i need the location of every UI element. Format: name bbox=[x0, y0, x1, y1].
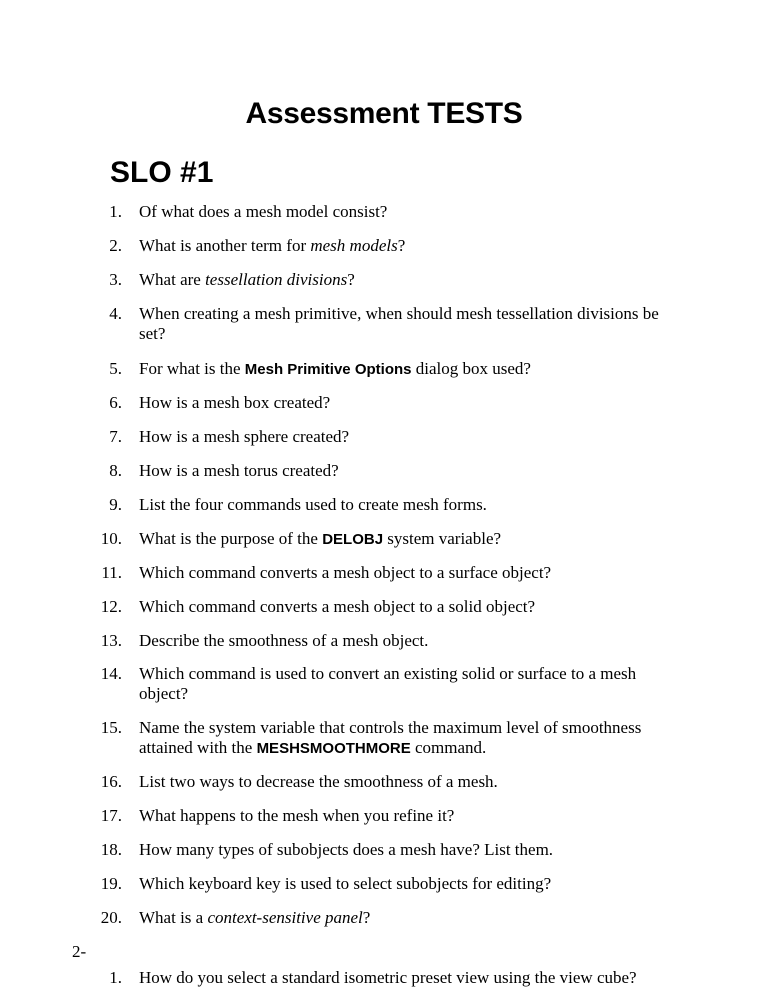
question-text bbox=[139, 968, 679, 988]
question-number: 13. bbox=[100, 631, 122, 650]
question-text bbox=[139, 427, 679, 447]
question-number: 20. bbox=[100, 908, 122, 927]
question-text bbox=[139, 236, 679, 256]
question-text bbox=[139, 202, 679, 222]
question-text-part: Name the system variable that controls the maximum level of smoothness attained with the bbox=[139, 718, 642, 757]
question-number: 16. bbox=[100, 772, 122, 791]
question-text-part: Which command converts a mesh object to a surface object? bbox=[139, 563, 552, 582]
question-text bbox=[139, 840, 679, 860]
question-text-part: What is the purpose of the bbox=[139, 529, 323, 548]
question-number: 14. bbox=[100, 664, 122, 683]
question-text-part: How is a mesh torus created? bbox=[139, 461, 339, 480]
italic-term: context-sensitive panel bbox=[207, 908, 363, 927]
question-text-part: How do you select a standard isometric preset view using the view cube? bbox=[139, 968, 637, 987]
question-text-part: command. bbox=[410, 738, 487, 757]
question-text-part: What is a bbox=[139, 908, 208, 927]
question-number: 17. bbox=[100, 806, 122, 825]
command-name: MESHSMOOTHMORE bbox=[256, 740, 411, 757]
question-text-part: ? bbox=[347, 270, 355, 289]
command-name: DELOBJ bbox=[322, 531, 384, 548]
question-text bbox=[139, 874, 679, 894]
question-text-part: When creating a mesh primitive, when should mesh tessellation divisions be set? bbox=[139, 304, 659, 343]
section-heading-slo1: SLO #1 bbox=[110, 156, 214, 189]
question-text-part: dialog box used? bbox=[411, 359, 531, 378]
italic-term: tessellation divisions bbox=[205, 270, 348, 289]
question-number: 7. bbox=[109, 427, 122, 446]
question-text-part: Which command converts a mesh object to a solid object? bbox=[139, 597, 536, 616]
question-text bbox=[139, 495, 679, 515]
page-title: Assessment TESTS bbox=[245, 97, 523, 130]
question-text-part: How is a mesh sphere created? bbox=[139, 427, 350, 446]
question-text-part: Of what does a mesh model consist? bbox=[139, 202, 388, 221]
question-number: 1. bbox=[109, 202, 122, 221]
question-text-part: What are bbox=[139, 270, 206, 289]
question-text bbox=[139, 597, 679, 617]
question-text bbox=[139, 270, 679, 290]
question-number: 6. bbox=[109, 393, 122, 412]
question-number: 9. bbox=[109, 495, 122, 514]
question-text-part: How is a mesh box created? bbox=[139, 393, 331, 412]
question-text-part: Describe the smoothness of a mesh object. bbox=[139, 631, 429, 650]
question-text-part: For what is the bbox=[139, 359, 245, 378]
question-text bbox=[139, 359, 679, 380]
question-text bbox=[139, 563, 679, 583]
question-number: 3. bbox=[109, 270, 122, 289]
question-text bbox=[139, 772, 679, 792]
question-text-part: What is another term for bbox=[139, 236, 311, 255]
question-text bbox=[139, 529, 679, 550]
question-text-part: Which keyboard key is used to select subobjects for editing? bbox=[139, 874, 552, 893]
question-number: 2. bbox=[109, 236, 122, 255]
question-text-part: ? bbox=[362, 908, 371, 927]
italic-term: mesh models bbox=[310, 236, 398, 255]
question-number: 1. bbox=[109, 968, 122, 987]
question-text bbox=[139, 908, 679, 928]
question-number: 4. bbox=[109, 304, 122, 323]
question-number: 19. bbox=[100, 874, 122, 893]
question-number: 12. bbox=[100, 597, 122, 616]
question-text bbox=[139, 461, 679, 481]
question-number: 10. bbox=[100, 529, 122, 548]
question-number: 15. bbox=[100, 718, 122, 737]
question-text-part: What happens to the mesh when you refine it? bbox=[139, 806, 455, 825]
question-number: 18. bbox=[100, 840, 122, 859]
question-text bbox=[139, 664, 679, 704]
question-text-part: Which command is used to convert an existing solid or surface to a mesh object? bbox=[139, 664, 637, 703]
question-number: 5. bbox=[109, 359, 122, 378]
question-text-part: ? bbox=[397, 236, 406, 255]
question-text bbox=[139, 304, 679, 344]
question-text-part: system variable? bbox=[383, 529, 502, 548]
question-number: 11. bbox=[101, 563, 122, 582]
question-text-part: List the four commands used to create mesh forms. bbox=[139, 495, 487, 514]
question-text bbox=[139, 806, 679, 826]
question-text bbox=[139, 393, 679, 413]
question-text-part: How many types of subobjects does a mesh have? List them. bbox=[139, 840, 554, 859]
question-text bbox=[139, 631, 679, 651]
section-2-label: 2- bbox=[72, 942, 87, 961]
command-name: Mesh Primitive Options bbox=[244, 361, 412, 378]
question-text bbox=[139, 718, 679, 759]
question-text-part: List two ways to decrease the smoothness of a mesh. bbox=[139, 772, 498, 791]
question-number: 8. bbox=[109, 461, 122, 480]
